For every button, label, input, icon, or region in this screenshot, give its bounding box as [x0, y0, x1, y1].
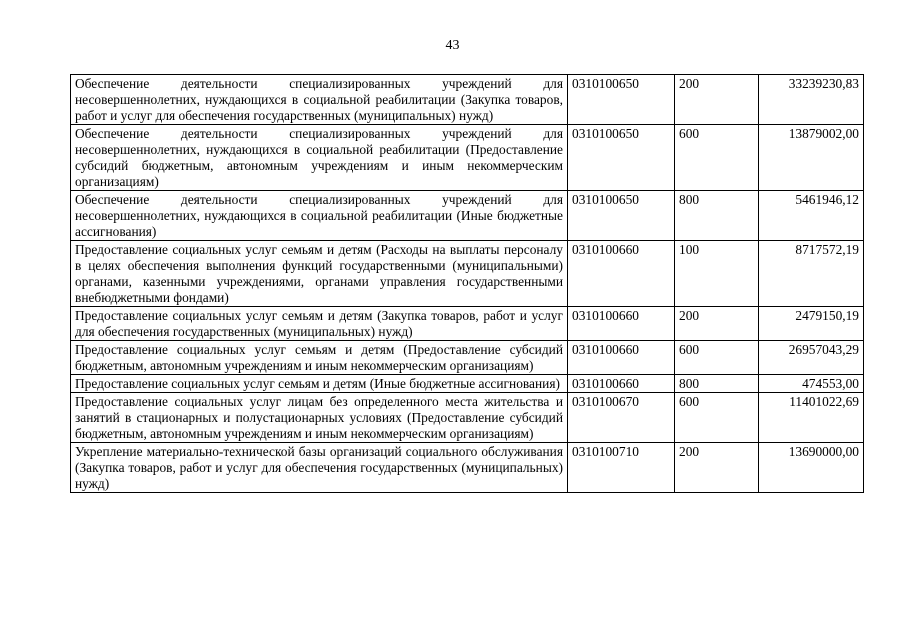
- row-description: Предоставление социальных услуг семьям и детям (Закупка товаров, работ и услуг для обеспечения государственных (муниципальных) нужд): [71, 307, 568, 341]
- row-amount: 5461946,12: [759, 191, 864, 241]
- row-target-code: 0310100660: [568, 241, 675, 307]
- row-expense-type: 100: [675, 241, 759, 307]
- table-row: [71, 75, 864, 125]
- row-target-code: 0310100650: [568, 75, 675, 125]
- row-description: Предоставление социальных услуг семьям и детям (Расходы на выплаты персоналу в целях обеспечения выполнения функций государственными (муниципальными) органами, казенными учреждениями, органами управления государственными внебюджетными фондами): [71, 241, 568, 307]
- row-expense-type: 600: [675, 341, 759, 375]
- table-row: [71, 125, 864, 191]
- table-row: [71, 191, 864, 241]
- table-row: [71, 307, 864, 341]
- table-row: [71, 241, 864, 307]
- row-description: Обеспечение деятельности специализированных учреждений для несовершеннолетних, нуждающихся в социальной реабилитации (Иные бюджетные ассигнования): [71, 191, 568, 241]
- row-amount: 11401022,69: [759, 393, 864, 443]
- row-amount: 2479150,19: [759, 307, 864, 341]
- page-number: 43: [445, 38, 460, 53]
- row-target-code: 0310100650: [568, 191, 675, 241]
- row-expense-type: 800: [675, 375, 759, 393]
- row-amount: 13879002,00: [759, 125, 864, 191]
- row-description: Предоставление социальных услуг лицам без определенного места жительства и занятий в стационарных и полустационарных условиях (Предоставление субсидий бюджетным, автономным учреждениям и иным некоммерческим организациям): [71, 393, 568, 443]
- row-amount: 8717572,19: [759, 241, 864, 307]
- row-description: Предоставление социальных услуг семьям и детям (Иные бюджетные ассигнования): [71, 375, 568, 393]
- row-amount: 13690000,00: [759, 443, 864, 493]
- row-target-code: 0310100650: [568, 125, 675, 191]
- row-amount: 26957043,29: [759, 341, 864, 375]
- row-description: Обеспечение деятельности специализированных учреждений для несовершеннолетних, нуждающихся в социальной реабилитации (Предоставление субсидий бюджетным, автономным учреждениям и иным некоммерческим организациям): [71, 125, 568, 191]
- table-row: [71, 341, 864, 375]
- row-expense-type: 600: [675, 393, 759, 443]
- table-row: [71, 393, 864, 443]
- row-expense-type: 200: [675, 75, 759, 125]
- row-target-code: 0310100710: [568, 443, 675, 493]
- row-expense-type: 200: [675, 307, 759, 341]
- row-description: Укрепление материально-технической базы организаций социального обслуживания (Закупка товаров, работ и услуг для обеспечения государственных (муниципальных) нужд): [71, 443, 568, 493]
- row-amount: 33239230,83: [759, 75, 864, 125]
- row-target-code: 0310100670: [568, 393, 675, 443]
- row-expense-type: 200: [675, 443, 759, 493]
- row-description: Предоставление социальных услуг семьям и детям (Предоставление субсидий бюджетным, автономным учреждениям и иным некоммерческим организациям): [71, 341, 568, 375]
- row-expense-type: 800: [675, 191, 759, 241]
- row-description: Обеспечение деятельности специализированных учреждений для несовершеннолетних, нуждающихся в социальной реабилитации (Закупка товаров, работ и услуг для обеспечения государственных (муниципальных) нужд): [71, 75, 568, 125]
- budget-table: [70, 74, 864, 493]
- table-row: [71, 443, 864, 493]
- row-amount: 474553,00: [759, 375, 864, 393]
- table-row: [71, 375, 864, 393]
- row-target-code: 0310100660: [568, 341, 675, 375]
- row-target-code: 0310100660: [568, 375, 675, 393]
- row-target-code: 0310100660: [568, 307, 675, 341]
- row-expense-type: 600: [675, 125, 759, 191]
